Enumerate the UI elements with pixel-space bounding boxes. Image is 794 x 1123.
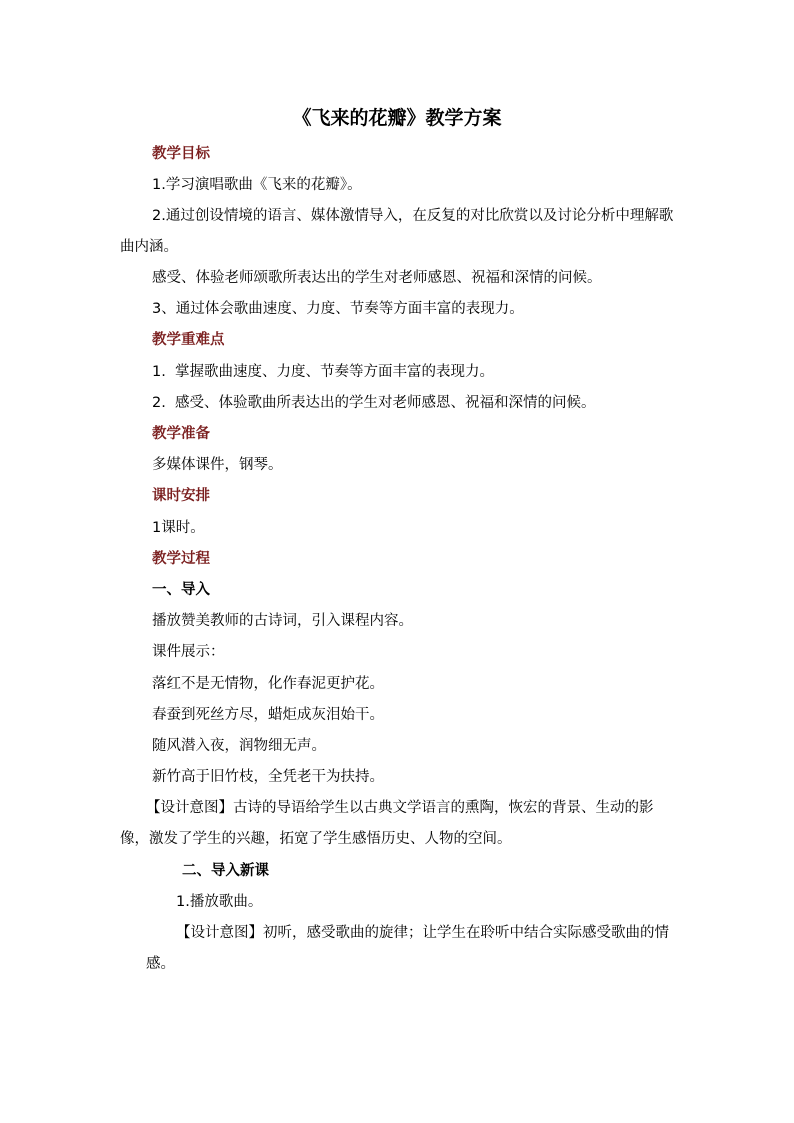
poem-line-4: 新竹高于旧竹枝，全凭老干为扶持。	[152, 769, 384, 785]
goal-2: 2.通过创设情境的语言、媒体激情导入，在反复的对比欣赏以及讨论分析中理解歌曲内涵。	[120, 208, 674, 255]
process-heading: 教学过程	[152, 551, 210, 567]
document-title: 《飞来的花瓣》教学方案	[292, 107, 502, 129]
goal-3: 3、通过体会歌曲速度、力度、节奏等方面丰富的表现力。	[152, 301, 524, 317]
design-intent-2	[146, 918, 680, 980]
schedule-heading: 课时安排	[152, 488, 210, 504]
courseware-label: 课件展示：	[152, 644, 225, 660]
prep-text: 多媒体课件，钢琴。	[152, 457, 283, 473]
goal-2-extra: 感受、体验老师颂歌所表达出的学生对老师感恩、祝福和深情的问候。	[152, 270, 602, 286]
key-points-heading: 教学重难点	[152, 332, 225, 348]
poem-line-1: 落红不是无情物，化作春泥更护花。	[152, 676, 384, 692]
key-point-1: 1. 掌握歌曲速度、力度、节奏等方面丰富的表现力。	[152, 364, 495, 380]
design-intent-2-text: 初听，感受歌曲的旋律；让学生在聆听中结合实际感受歌曲的情感。	[146, 925, 669, 972]
part1-heading: 一、导入	[152, 582, 210, 598]
part2-step-1: 1.播放歌曲。	[176, 894, 263, 910]
design-intent-1	[120, 793, 680, 855]
poem-line-3: 随风潜入夜，润物细无声。	[152, 738, 326, 754]
part2-heading: 二、导入新课	[182, 863, 269, 879]
part1-text: 播放赞美教师的古诗词，引入课程内容。	[152, 613, 413, 629]
design-intent-2-label: 【设计意图】	[176, 925, 263, 941]
schedule-text: 1课时。	[152, 520, 205, 536]
design-intent-1-text: 古诗的导语给学生以古典文学语言的熏陶，恢宏的背景、生动的影像，激发了学生的兴趣，拓宽了学生感悟历史、人物的空间。	[120, 800, 654, 847]
goals-heading: 教学目标	[152, 146, 210, 162]
key-point-2: 2. 感受、体验歌曲所表达出的学生对老师感恩、祝福和深情的问候。	[152, 395, 596, 411]
design-intent-1-label: 【设计意图】	[146, 800, 233, 816]
poem-line-2: 春蚕到死丝方尽，蜡炬成灰泪始干。	[152, 707, 384, 723]
prep-heading: 教学准备	[152, 426, 210, 442]
goal-1: 1.学习演唱歌曲《飞来的花瓣》。	[152, 177, 362, 193]
